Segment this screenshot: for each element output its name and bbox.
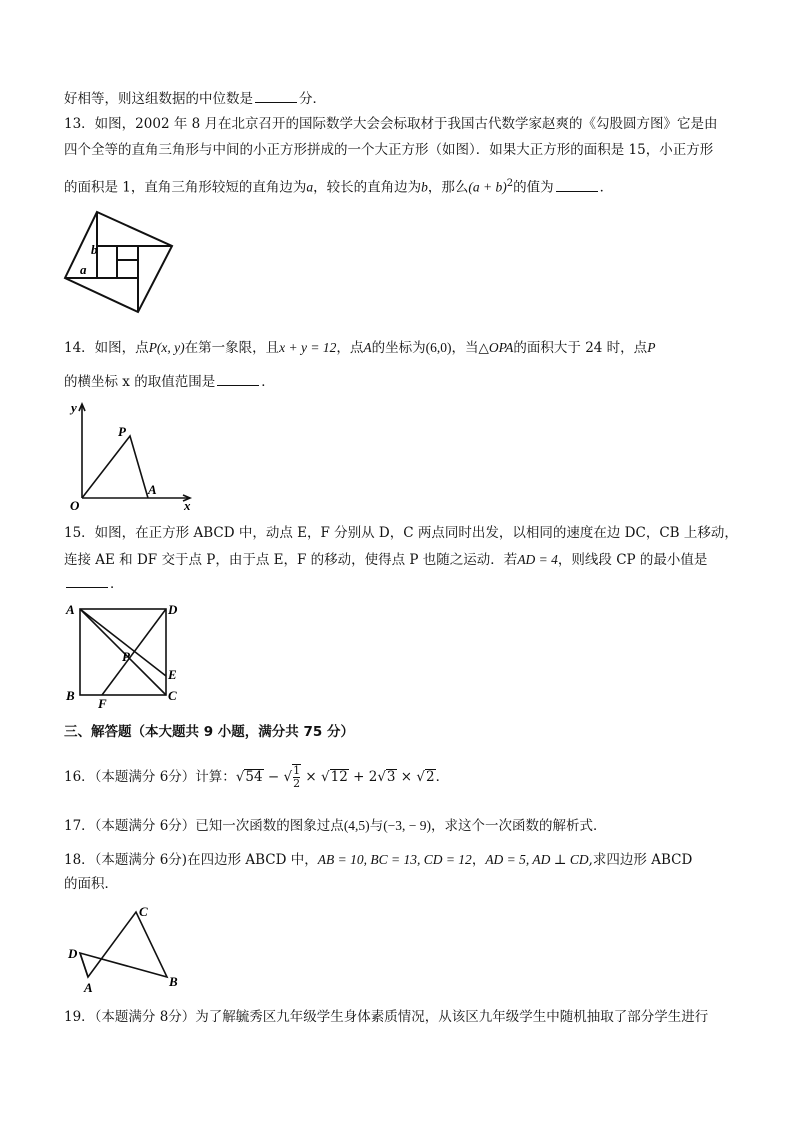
q16-line: 16．（本题满分 6分）计算：√54 − √ $\frac{1}{2}$ × √12 + 2√3 × √2．	[64, 764, 450, 790]
q17-text-b: 与	[369, 818, 384, 834]
q12-answer-blank	[255, 90, 297, 103]
q16-sqrt-2: 2	[426, 769, 435, 785]
q14-point-a: A	[363, 340, 372, 355]
q14-text-b: 在第一象限，且	[184, 340, 280, 356]
q18-text-a: 18．（本题满分 6分)在四边形 ABCD 中，	[64, 852, 318, 868]
q14-fig-a: A	[148, 482, 157, 497]
q15-equation: AD = 4	[517, 552, 558, 567]
q14-text-d: 的坐标为	[371, 340, 426, 356]
q14-fig-y: y	[71, 400, 77, 415]
q18-text-b: ，	[471, 852, 486, 868]
q16-end: ．	[435, 769, 450, 785]
q14-fig-o: O	[70, 498, 80, 512]
q14-figure-coordinate	[62, 398, 196, 512]
q15-line-df	[102, 609, 166, 695]
q12-tail-text: 好相等，则这组数据的中位数是	[64, 91, 253, 107]
q15-text-b: ，则线段 CP 的最小值是	[557, 552, 708, 568]
q15-fig-b: B	[66, 688, 75, 703]
q13-text-d: 的值为	[513, 179, 554, 196]
q18-figure-quadrilateral	[62, 900, 186, 996]
q13-figure-zhao-shuang-square	[62, 208, 176, 316]
q15-answer-blank	[66, 575, 108, 588]
q18-fig-a: A	[84, 980, 93, 995]
q13-expression: (a + b)	[468, 179, 507, 195]
q16-minus: −	[263, 769, 284, 785]
q12-tail-unit: 分．	[299, 91, 326, 107]
q18-fig-d: D	[68, 946, 78, 961]
q14-point-p: P(x, y)	[148, 340, 185, 355]
q18-equation-2: AD = 5, AD ⊥ CD	[485, 852, 589, 867]
q13-answer-blank	[556, 179, 598, 192]
q16-plus: + 2	[348, 769, 378, 785]
q15-end: ．	[110, 576, 124, 592]
q16-sqrt-54: 54	[245, 769, 263, 785]
q16-denominator: 2	[293, 777, 301, 790]
q13-text-a: 的面积是 1，直角三角形较短的直角边为	[64, 179, 307, 196]
q15-fig-a: A	[66, 602, 75, 617]
q17-point-1: (4,5)	[343, 818, 370, 833]
q18-edge-da	[80, 953, 88, 977]
q15-fig-c: C	[168, 688, 177, 703]
q14-answer-blank	[217, 373, 259, 386]
q14-text-a: 14．如图，点	[64, 340, 149, 356]
q15-figure-square	[62, 600, 192, 710]
q14-line-2	[64, 372, 275, 392]
q13-exponent: 2	[506, 178, 514, 189]
q13-var-a: a	[306, 179, 314, 195]
q15-line-2	[64, 550, 707, 570]
q17-text-c: ，求这个一次函数的解析式．	[431, 818, 607, 834]
q14-equation: x + y = 12	[279, 340, 337, 355]
q14-p-ref: P	[647, 340, 656, 355]
q14-line-1	[64, 338, 655, 358]
q13-var-b: b	[421, 179, 428, 195]
q13-text-c: ，那么	[427, 179, 469, 196]
q16-prefix: 16．（本题满分 6分）计算：	[64, 769, 236, 785]
q17-point-2: (−3, − 9)	[383, 818, 432, 833]
q18-fig-c: C	[139, 904, 148, 919]
q13-text-b: ，较长的直角边为	[313, 179, 422, 196]
q14-text-g: 的横坐标 x 的取值范围是	[64, 374, 216, 390]
q13-end: ．	[599, 179, 614, 196]
q16-numerator: 1	[293, 764, 301, 777]
q13-line-2: 四个全等的直角三角形与中间的小正方形拼成的一个大正方形（如图）．如果大正方形的面积是 15，小正方形	[64, 142, 714, 158]
section-3-title: 三、解答题（本大题共 9 小题，满分共 75 分）	[64, 724, 354, 740]
q14-coord-a: (6,0)	[425, 340, 452, 355]
q13-fig-label-b: b	[91, 242, 98, 257]
q14-text-e: ，当△	[451, 340, 489, 356]
q14-text-c: ，点	[336, 340, 364, 356]
q15-fig-p: P	[122, 649, 130, 664]
q19-line-1: 19．（本题满分 8分）为了解毓秀区九年级学生身体素质情况，从该区九年级学生中随机抽取了部分学生进行	[64, 1009, 709, 1025]
q18-quad-abcd	[80, 912, 167, 977]
q18-line-2: 的面积．	[64, 876, 118, 892]
q15-fig-d: D	[168, 602, 178, 617]
q12-tail-line	[64, 89, 326, 109]
q17-text-a: 17．（本题满分 6分）已知一次函数的图象过点	[64, 818, 344, 834]
q13-line-3	[64, 174, 613, 198]
q13-line-1: 13．如图，2002 年 8 月在北京召开的国际数学大会会标取材于我国古代数学家赵爽的《勾股圆方图》它是由	[64, 116, 718, 132]
q14-end: ．	[261, 374, 275, 390]
q16-fraction	[293, 765, 300, 790]
q14-text-f: 的面积大于 24 时，点	[513, 340, 648, 356]
q14-triangle-opa	[82, 436, 148, 498]
q14-fig-p: P	[118, 424, 126, 439]
q18-equation-1: AB = 10, BC = 13, CD = 12	[317, 852, 472, 867]
q15-line-1: 15．如图，在正方形 ABCD 中，动点 E，F 分别从 D，C 两点同时出发，以相同的速度在边 DC，CB 上移动，	[64, 525, 738, 541]
q16-times-1: ×	[301, 769, 322, 785]
q18-text-c: ,求四边形 ABCD	[588, 852, 693, 868]
q13-fig-label-a: a	[80, 262, 87, 277]
q14-triangle: OPA	[488, 340, 514, 355]
q15-fig-f: F	[98, 696, 107, 710]
q14-fig-x: x	[184, 498, 191, 512]
q18-line-1	[64, 850, 692, 870]
q18-fig-b: B	[169, 974, 178, 989]
q15-fig-e: E	[168, 667, 177, 682]
q15-line-3	[64, 574, 124, 594]
q17-line	[64, 816, 607, 836]
q16-sqrt-3: 3	[386, 769, 396, 785]
q15-text-a: 连接 AE 和 DF 交于点 P，由于点 E，F 的移动，使得点 P 也随之运动．若	[64, 552, 518, 568]
q16-times-2: ×	[396, 769, 417, 785]
q16-sqrt-12: 12	[330, 769, 348, 785]
